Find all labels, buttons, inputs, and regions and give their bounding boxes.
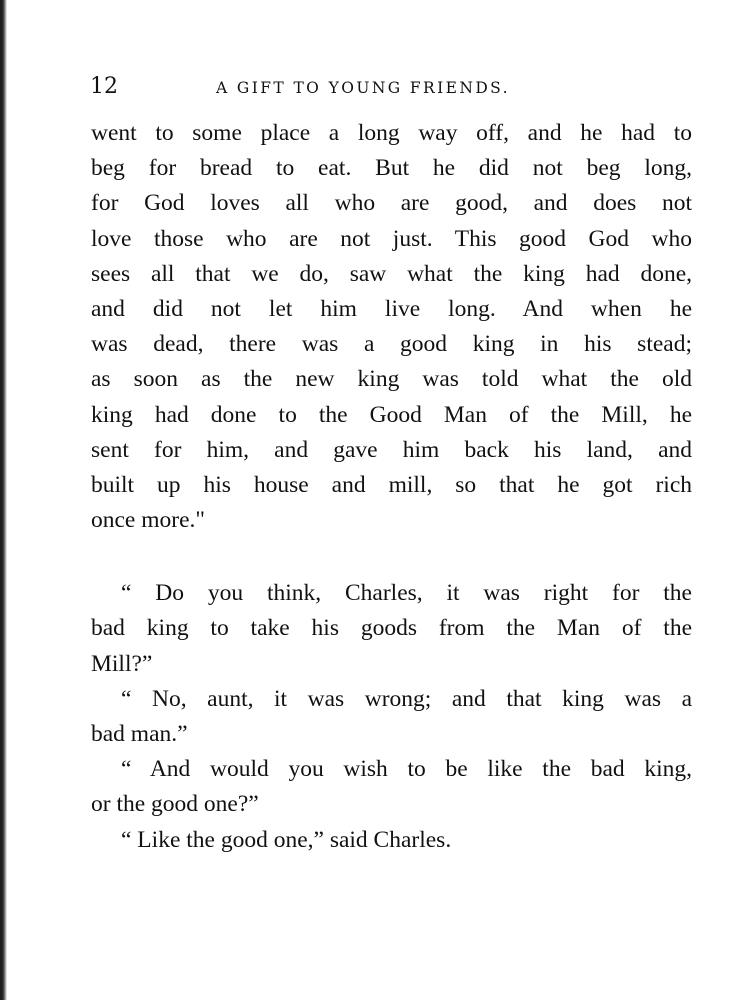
text-line: “ And would you wish to be like the bad king, [121,756,692,783]
paragraph-gap [91,538,692,576]
text-line: bad king to take his goods from the Man of the [91,615,692,642]
text-line: as soon as the new king was told what the old [91,366,692,393]
paragraph-1 [91,116,692,538]
text-line: once more." [91,507,205,534]
text-line: “ No, aunt, it was wrong; and that king was a [121,685,692,712]
text-line: “ Do you think, Charles, it was right for the [121,580,692,607]
text-line: built up his house and mill, so that he got rich [91,471,692,498]
text-line: love those who are not just. This good God who [91,225,692,252]
text-line: “ Like the good one,” said Charles. [121,826,452,853]
text-line: and did not let him live long. And when he [91,295,692,322]
text-line: sent for him, and gave him back his land, and [91,436,692,463]
page-header [90,72,690,102]
paragraph-5 [91,823,692,858]
text-line: beg for bread to eat. But he did not beg long, [91,155,692,182]
text-line: sees all that we do, saw what the king had done, [91,260,692,287]
paragraph-4 [91,752,692,822]
text-line: for God loves all who are good, and does not [91,190,692,217]
text-line: went to some place a long way off, and he had to [91,120,692,146]
running-head: A GIFT TO YOUNG FRIENDS. [216,79,510,97]
text-line: was dead, there was a good king in his stead; [91,331,692,358]
page-number: 12 [90,74,118,99]
text-line: Mill?” [91,650,153,677]
paragraph-2 [91,576,692,682]
text-line: or the good one?” [91,791,259,818]
paragraph-3 [91,682,692,752]
text-line: bad man.” [91,721,188,747]
page-body [91,116,692,858]
page-binding-edge [0,0,7,1000]
text-line: king had done to the Good Man of the Mill, he [91,401,692,428]
